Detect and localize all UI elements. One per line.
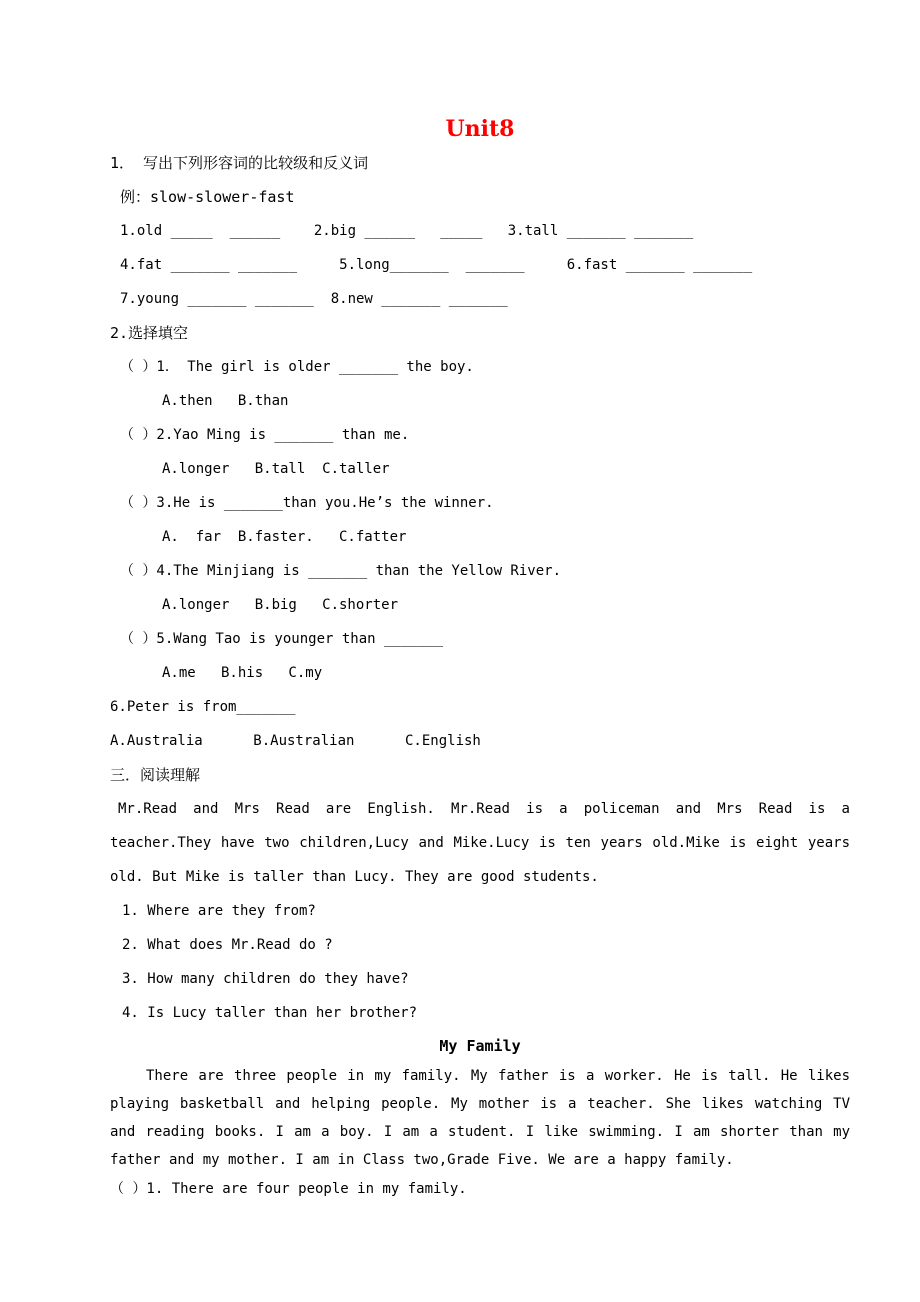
essay-passage: There are three people in my family. My father is a worker. He is tall. He likes playing basketball and helping people. My mother is a teacher. She likes watching TV and reading books. I am a boy. I am a student. I like swimming. I am shorter than my father and my mother. I am in Class two,Grade Five. We are a happy family.: [110, 1068, 850, 1168]
reading-question-1: 1. Where are they from?: [122, 903, 316, 919]
section1-example: 例：slow-slower-fast: [120, 188, 295, 206]
choice-question-4: （ ）4.The Minjiang is _______ than the Yellow River.: [120, 563, 562, 579]
choice-question-1: （ ）1． The girl is older _______ the boy.: [120, 359, 474, 375]
essay-title: My Family: [439, 1037, 521, 1055]
reading-question-3: 3. How many children do they have?: [122, 971, 409, 987]
choice-options-3: A. far B.faster. C.fatter: [162, 529, 407, 545]
comparative-row-1: 1.old _____ ______ 2.big ______ _____ 3.tall _______ _______: [120, 223, 694, 239]
choice-question-5: （ ）5.Wang Tao is younger than _______: [120, 631, 444, 647]
reading-question-2: 2. What does Mr.Read do ?: [122, 937, 333, 953]
section1-heading: 1． 写出下列形容词的比较级和反义词: [110, 154, 369, 172]
choice-question-3: （ ）3.He is _______than you.He’s the winner.: [120, 495, 494, 511]
choice-options-2: A.longer B.tall C.taller: [162, 461, 390, 477]
section2-heading: 2.选择填空: [110, 324, 189, 342]
reading-question-4: 4. Is Lucy taller than her brother?: [122, 1005, 418, 1021]
section3-heading: 三．阅读理解: [110, 766, 201, 784]
choice-options-6: A.Australia B.Australian C.English: [110, 733, 481, 749]
choice-question-2: （ ）2.Yao Ming is _______ than me.: [120, 427, 410, 443]
page-title: Unit8: [445, 116, 515, 142]
choice-question-6: 6.Peter is from_______: [110, 699, 296, 715]
choice-options-5: A.me B.his C.my: [162, 665, 323, 681]
choice-options-4: A.longer B.big C.shorter: [162, 597, 399, 613]
reading-passage: Mr.Read and Mrs Read are English. Mr.Read is a policeman and Mrs Read is a teacher.They have two children,Lucy and Mike.Lucy is ten years old.Mike is eight years old. But Mike is taller than Lucy. They are good students.: [110, 801, 850, 885]
comparative-row-3: 7.young _______ _______ 8.new _______ _______: [120, 291, 508, 307]
choice-options-1: A.then B.than: [162, 393, 289, 409]
true-false-item-1: （ ）1. There are four people in my family.: [110, 1181, 467, 1197]
comparative-row-2: 4.fat _______ _______ 5.long_______ _______ 6.fast _______ _______: [120, 257, 753, 273]
